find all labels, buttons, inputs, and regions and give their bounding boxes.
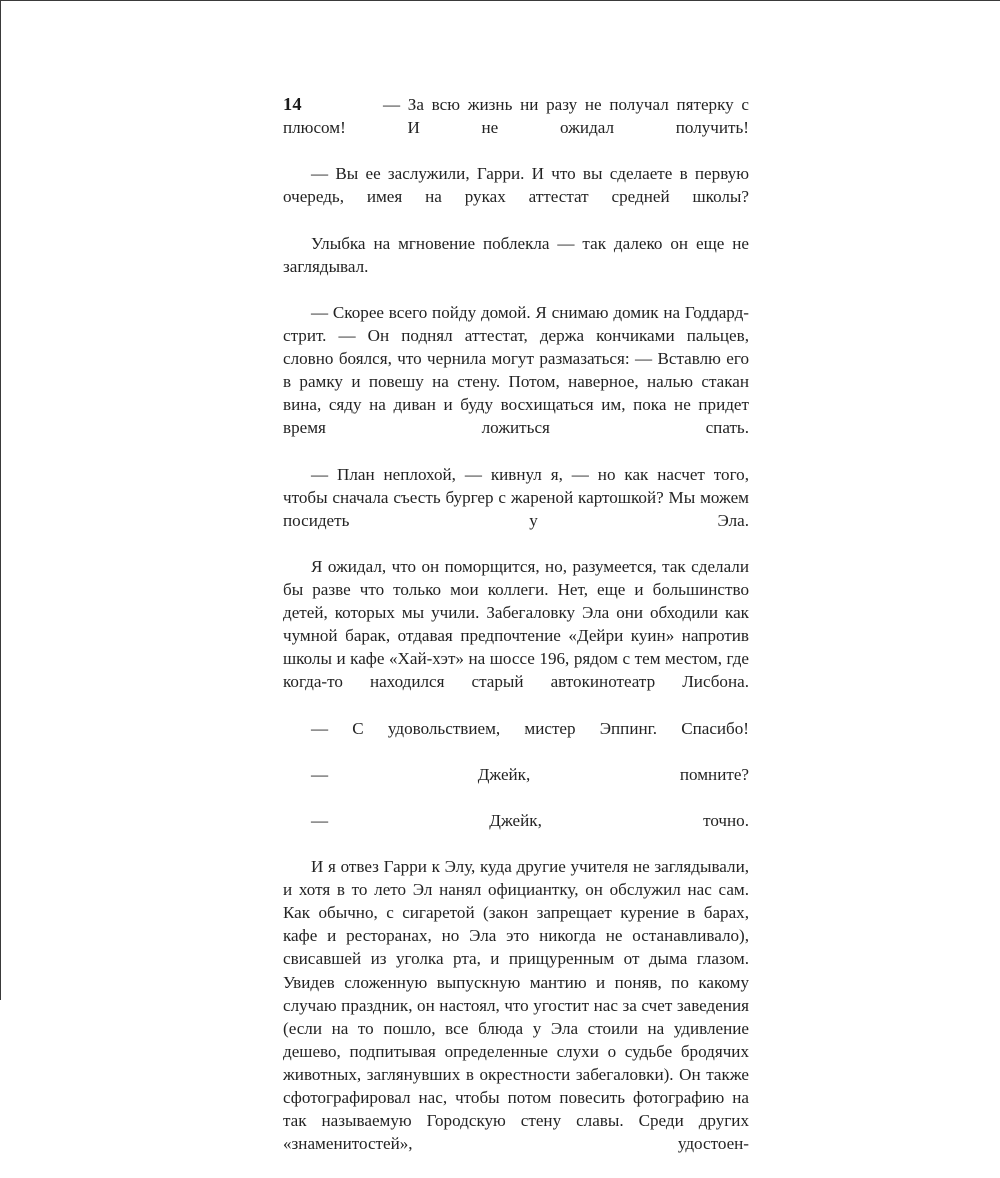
- paragraph: — Скорее всего пойду домой. Я снимаю домик на Годдард-стрит. — Он поднял аттестат, держа кончиками пальцев, словно боялся, что чернила могут размазаться: — Вставлю его в рамку и повешу на стену. Потом, наверное, налью стакан вина, сяду на диван и буду восхищаться им, пока не придет время ложиться спать.: [283, 302, 749, 438]
- paragraph: — Вы ее заслужили, Гарри. И что вы сделаете в первую очередь, имея на руках аттестат средней школы?: [283, 164, 749, 207]
- paragraph: — За всю жизнь ни разу не получал пятерку с плюсом! И не ожидал получить!: [283, 95, 749, 138]
- page-text-block: [283, 93, 749, 1178]
- paragraph: Я ожидал, что он поморщится, но, разумеется, так сделали бы разве что только мои коллеги. Нет, еще и большинство детей, которых мы учили. Забегаловку Эла они обходили как чумной барак, отдавая предпочтение «Дейри куин» напротив школы и кафе «Хай-хэт» на шоссе 196, рядом с тем местом, где когда-то находился старый автокинотеатр Лисбона.: [283, 556, 749, 692]
- paragraph: — Джейк, точно.: [311, 810, 749, 830]
- paragraph: И я отвез Гарри к Элу, куда другие учителя не заглядывали, и хотя в то лето Эл нанял официантку, он обслужил нас сам. Как обычно, с сигаретой (закон запрещает курение в барах, кафе и ресторанах, но Эла это никогда не останавливало), свисавшей из уголка рта, и прищуренным от дыма глазом. Увидев сложенную выпускную мантию и поняв, по какому случаю праздник, он настоял, что угостит нас за счет заведения (если на то пошло, все блюда у Эла стоили на удивление дешево, подпитывая определенные слухи о судьбе бродячих животных, заглянувших в окрестности забегаловки). Он также сфотографировал нас, чтобы потом повесить фотографию на так называемую Городскую стену славы. Среди других «знаменитостей», удостоен-: [283, 857, 749, 1154]
- paragraph: — С удовольствием, мистер Эппинг. Спасибо!: [311, 718, 749, 738]
- page-number: 14: [283, 94, 302, 114]
- paragraph: — План неплохой, — кивнул я, — но как насчет того, чтобы сначала съесть бургер с жареной картошкой? Мы можем посидеть у Эла.: [283, 464, 749, 530]
- paragraph: Улыбка на мгновение поблекла — так далеко он еще не заглядывал.: [283, 233, 749, 276]
- paragraph: — Джейк, помните?: [311, 764, 749, 784]
